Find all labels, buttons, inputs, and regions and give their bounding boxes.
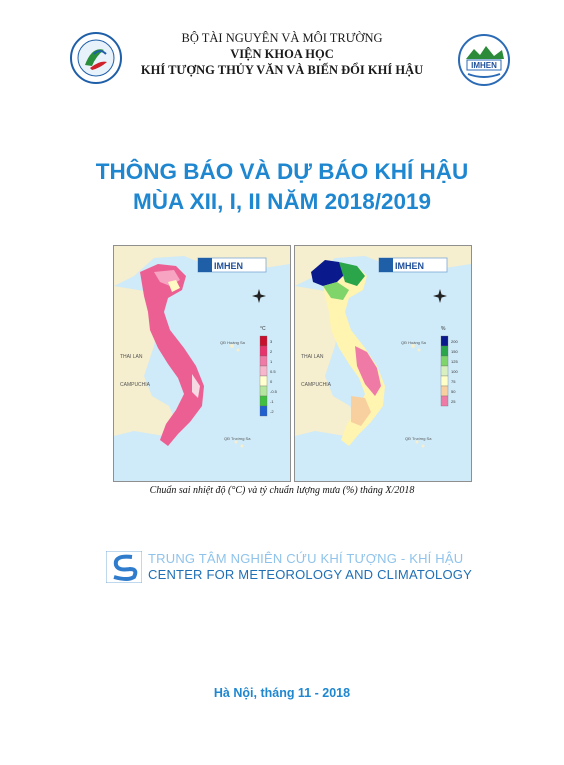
right-map-badge: IMHEN — [395, 261, 424, 271]
right-label-truongsa: QĐ Trường Sa — [405, 436, 432, 441]
right-label-hoangsa: QĐ Hoàng Sa — [401, 340, 426, 345]
title-line1: THÔNG BÁO VÀ DỰ BÁO KHÍ HẬU — [95, 159, 469, 184]
right-legend-swatch — [441, 346, 448, 356]
right-legend-tick: 100 — [451, 369, 458, 374]
left-legend-tick: 0.5 — [270, 369, 276, 374]
left-legend-unit: °C — [260, 326, 266, 332]
ministry-name: BỘ TÀI NGUYÊN VÀ MÔI TRƯỜNG — [181, 31, 383, 45]
left-legend-swatch — [260, 386, 267, 396]
right-legend-swatch — [441, 386, 448, 396]
center-name — [148, 551, 472, 583]
left-legend-swatch — [260, 356, 267, 366]
left-legend-swatch — [260, 366, 267, 376]
left-legend-swatch — [260, 336, 267, 346]
left-legend-tick: -2 — [270, 409, 274, 414]
climate-maps — [113, 245, 470, 480]
left-legend-tick: 3 — [270, 339, 273, 344]
left-legend-swatch — [260, 406, 267, 416]
left-label-truongsa: QĐ Trường Sa — [224, 436, 251, 441]
left-legend-swatch — [260, 396, 267, 406]
right-legend-tick: 125 — [451, 359, 458, 364]
right-legend-tick: 150 — [451, 349, 458, 354]
left-legend-tick: -0.5 — [270, 389, 277, 394]
right-legend-swatch — [441, 336, 448, 346]
place-and-date: Hà Nội, tháng 11 - 2018 — [213, 686, 351, 700]
right-legend-swatch — [441, 356, 448, 366]
figure-caption: Chuẩn sai nhiệt độ (°C) và tỷ chuẩn lượng mưa (%) tháng X/2018 — [149, 485, 415, 496]
left-label-cambodia: CAMPUCHIA — [120, 382, 151, 388]
left-legend-tick: 2 — [270, 349, 273, 354]
title-line2: MÙA XII, I, II NĂM 2018/2019 — [132, 189, 432, 214]
right-legend-swatch — [441, 366, 448, 376]
temperature-anomaly-map — [113, 245, 291, 482]
right-legend-swatch — [441, 376, 448, 386]
left-label-hoangsa: QĐ Hoàng Sa — [220, 340, 245, 345]
right-legend-swatch — [441, 396, 448, 406]
right-legend-tick: 200 — [451, 339, 458, 344]
left-legend-tick: -1 — [270, 399, 274, 404]
left-legend-swatch — [260, 376, 267, 386]
left-legend-tick: 1 — [270, 359, 273, 364]
center-name-en: CENTER FOR METEOROLOGY AND CLIMATOLOGY — [148, 567, 472, 582]
right-legend-unit: % — [441, 326, 446, 332]
right-label-thailand: THAI LAN — [301, 354, 324, 360]
imhen-logo-right — [458, 34, 510, 86]
left-legend-tick: 0 — [270, 379, 273, 384]
institute-name-line2: KHÍ TƯỢNG THỦY VĂN VÀ BIẾN ĐỔI KHÍ HẬU — [140, 63, 424, 77]
left-label-thailand: THAI LAN — [120, 354, 143, 360]
left-legend-swatch — [260, 346, 267, 356]
document-title — [0, 157, 564, 217]
rainfall-ratio-map — [294, 245, 472, 482]
imhen-logo-text: IMHEN — [471, 61, 497, 70]
center-logo — [106, 551, 142, 583]
center-name-vn: TRUNG TÂM NGHIÊN CỨU KHÍ TƯỢNG - KHÍ HẬU — [148, 551, 464, 566]
right-label-cambodia: CAMPUCHIA — [301, 382, 332, 388]
right-legend-tick: 50 — [451, 389, 456, 394]
institute-name-line1: VIỆN KHOA HỌC — [230, 47, 334, 61]
right-legend-tick: 75 — [451, 379, 456, 384]
right-legend-tick: 25 — [451, 399, 456, 404]
left-map-badge: IMHEN — [214, 261, 243, 271]
